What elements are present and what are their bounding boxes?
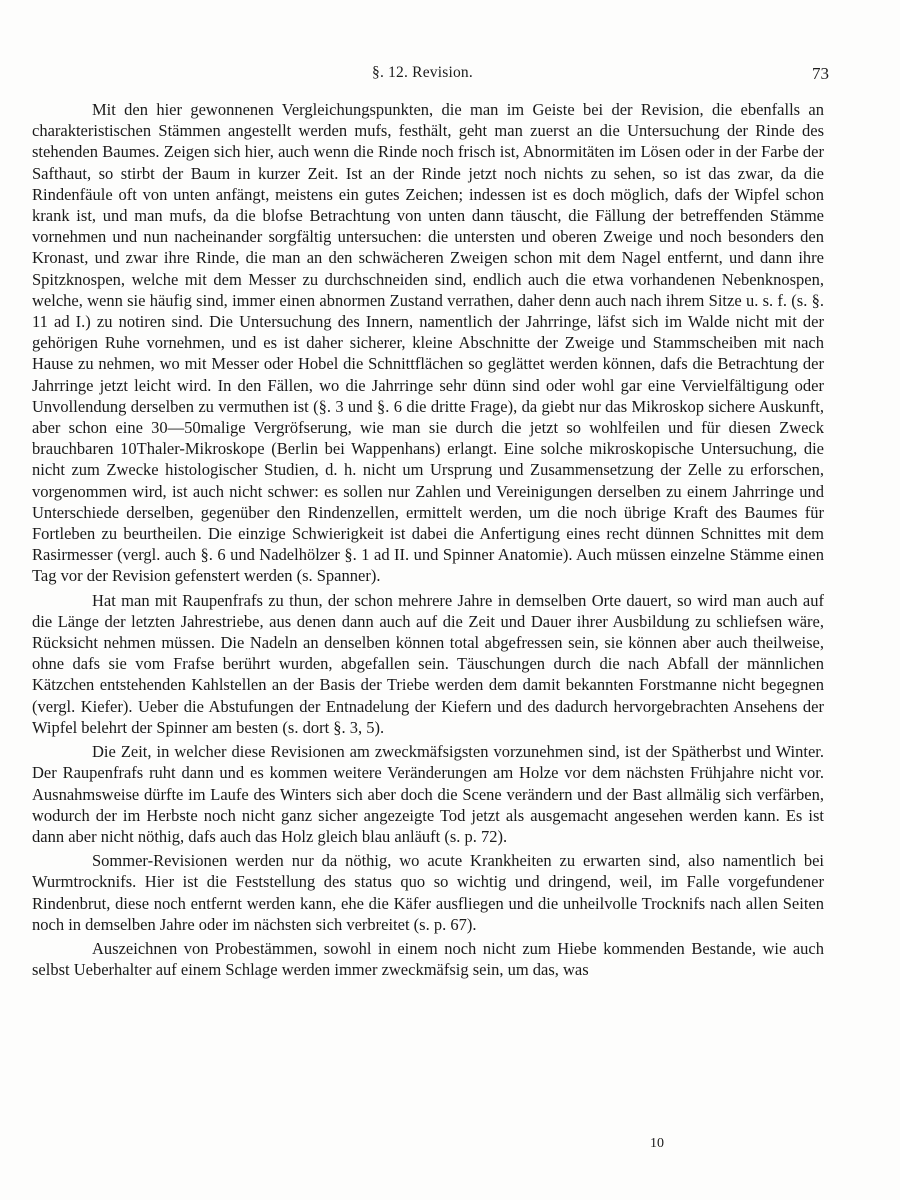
running-head: §. 12. Revision. (372, 64, 473, 81)
page-header (0, 62, 900, 86)
paragraph: Hat man mit Raupenfrafs zu thun, der schon mehrere Jahre in demselben Orte dauert, so wird man auch auf die Länge der letzten Jahrestriebe, aus denen dann auch auf die Zeit und Dauer ihrer Ausbildung zu schliefsen wäre, Rücksicht nehmen müssen. Die Nadeln an denselben können total abgefressen sein, sie können aber auch theilweise, ohne dafs sie vom Frafse berührt wurden, abgefallen sein. Täuschungen durch die nach Abfall der männlichen Kätzchen entstehenden Kahlstellen an der Basis der Triebe werden dem damit bekannten Forstmanne nicht begegnen (vergl. Kiefer). Ueber die Abstufungen der Entnadelung der Kiefern und des dadurch hervorgebrachten Ansehens der Wipfel belehrt der Spinner am besten (s. dort §. 3, 5). (32, 590, 824, 737)
paragraph: Sommer-Revisionen werden nur da nöthig, wo acute Krankheiten zu erwarten sind, also namentlich bei Wurmtrocknifs. Hier ist die Feststellung des status quo so wichtig und dringend, weil, im Falle vorgefundener Rindenbrut, diese noch entfernt werden kann, ehe die Käfer ausfliegen und die unheilvolle Trocknifs nach allen Seiten noch in demselben Jahre oder im nächsten sich verbreitet (s. p. 67). (32, 851, 824, 934)
page-number: 73 (812, 64, 829, 83)
paragraph: Auszeichnen von Probestämmen, sowohl in einem noch nicht zum Hiebe kommenden Bestande, wie auch selbst Ueberhalter auf einem Schlage werden immer zweckmäfsig sein, um das, was (32, 938, 824, 980)
paragraph: Mit den hier gewonnenen Vergleichungspunkten, die man im Geiste bei der Revision, die ebenfalls an charakteristischen Stämmen angestellt werden mufs, festhält, geht man zuerst an die Untersuchung der Rinde des stehenden Baumes. Zeigen sich hier, auch wenn die Rinde noch frisch ist, Abnormitäten im Lösen oder in der Farbe der Safthaut, so stirbt der Baum in kurzer Zeit. Ist an der Rinde jetzt noch nichts zu sehen, so ist das zwar, da die Rindenfäule oft von unten anfängt, meistens ein gutes Zeichen; indessen ist es doch möglich, dafs der Wipfel schon krank ist, und man mufs, da die blofse Betrachtung von unten dann täuscht, die Fällung der betreffenden Stämme vornehmen und nun nacheinander sorgfältig untersuchen: die untersten und oberen Zweige und noch besonders den Kronast, und zwar ihre Rinde, die man an den schwächeren Zweigen schon mit dem Nagel entfernt, und dann ihre Spitzknospen, welche mit dem Messer zu durchschneiden sind, endlich auch die etwa vorhandenen Nebenknospen, welche, wenn sie häufig sind, immer einen abnormen Zustand verrathen, daher denn auch nach ihrem Sitze u. s. f. (s. §. 11 ad I.) zu notiren sind. Die Untersuchung des Innern, namentlich der Jahrringe, läfst sich im Walde nicht mit der gehörigen Ruhe vornehmen, und es ist daher sicherer, kleine Abschnitte der Zweige und Stammscheiben mit nach Hause zu nehmen, wo mit Messer oder Hobel die Schnittflächen so geglättet werden können, dafs die Betrachtung der Jahrringe jetzt leicht wird. In den Fällen, wo die Jahrringe sehr dünn sind oder wohl gar eine Vervielfältigung oder Unvollendung derselben zu vermuthen ist (§. 3 und §. 6 die dritte Frage), da giebt nur das Mikroskop sichere Auskunft, aber schon eine 30—50malige Vergröfserung, wie man sie durch die jetzt so wohlfeilen und für diesen Zweck brauchbaren 10Thaler-Mikroskope (Berlin bei Wappenhans) erlangt. Eine solche mikroskopische Untersuchung, die nicht zum Zwecke histologischer Studien, d. h. nicht um Ursprung und Zusammensetzung der Zelle zu erforschen, vorgenommen wird, ist auch nicht schwer: es sollen nur Zahlen und Vereinigungen derselben zu einem Jahrringe und Unterschiede derselben, gegenüber den Rindenzellen, ermittelt werden, um die noch übrige Kraft des Baumes für Fortleben zu beurtheilen. Die einzige Schwierigkeit ist dabei die Anfertigung eines recht dünnen Schnittes mit dem Rasirmesser (vergl. auch §. 6 und Nadelhölzer §. 1 ad II. und Spinner Anatomie). Auch müssen einzelne Stämme einen Tag vor der Revision gefenstert werden (s. Spanner). (32, 100, 824, 586)
paragraph: Die Zeit, in welcher diese Revisionen am zweckmäfsigsten vorzunehmen sind, ist der Spätherbst und Winter. Der Raupenfrafs ruht dann und es kommen weitere Veränderungen am Holze vor dem nächsten Frühjahre nicht vor. Ausnahmsweise dürfte im Laufe des Winters sich aber doch die Scene verändern und der Bast allmälig sich verfärben, wodurch der im Herbste noch nicht ganz sicher angezeigte Tod jetzt als ausgemacht angesehen werden kann. Es ist dann aber nicht nöthig, dafs auch das Holz gleich blau anläuft (s. p. 72). (32, 742, 824, 846)
signature-mark: 10 (650, 1136, 664, 1151)
body-text (32, 99, 824, 980)
